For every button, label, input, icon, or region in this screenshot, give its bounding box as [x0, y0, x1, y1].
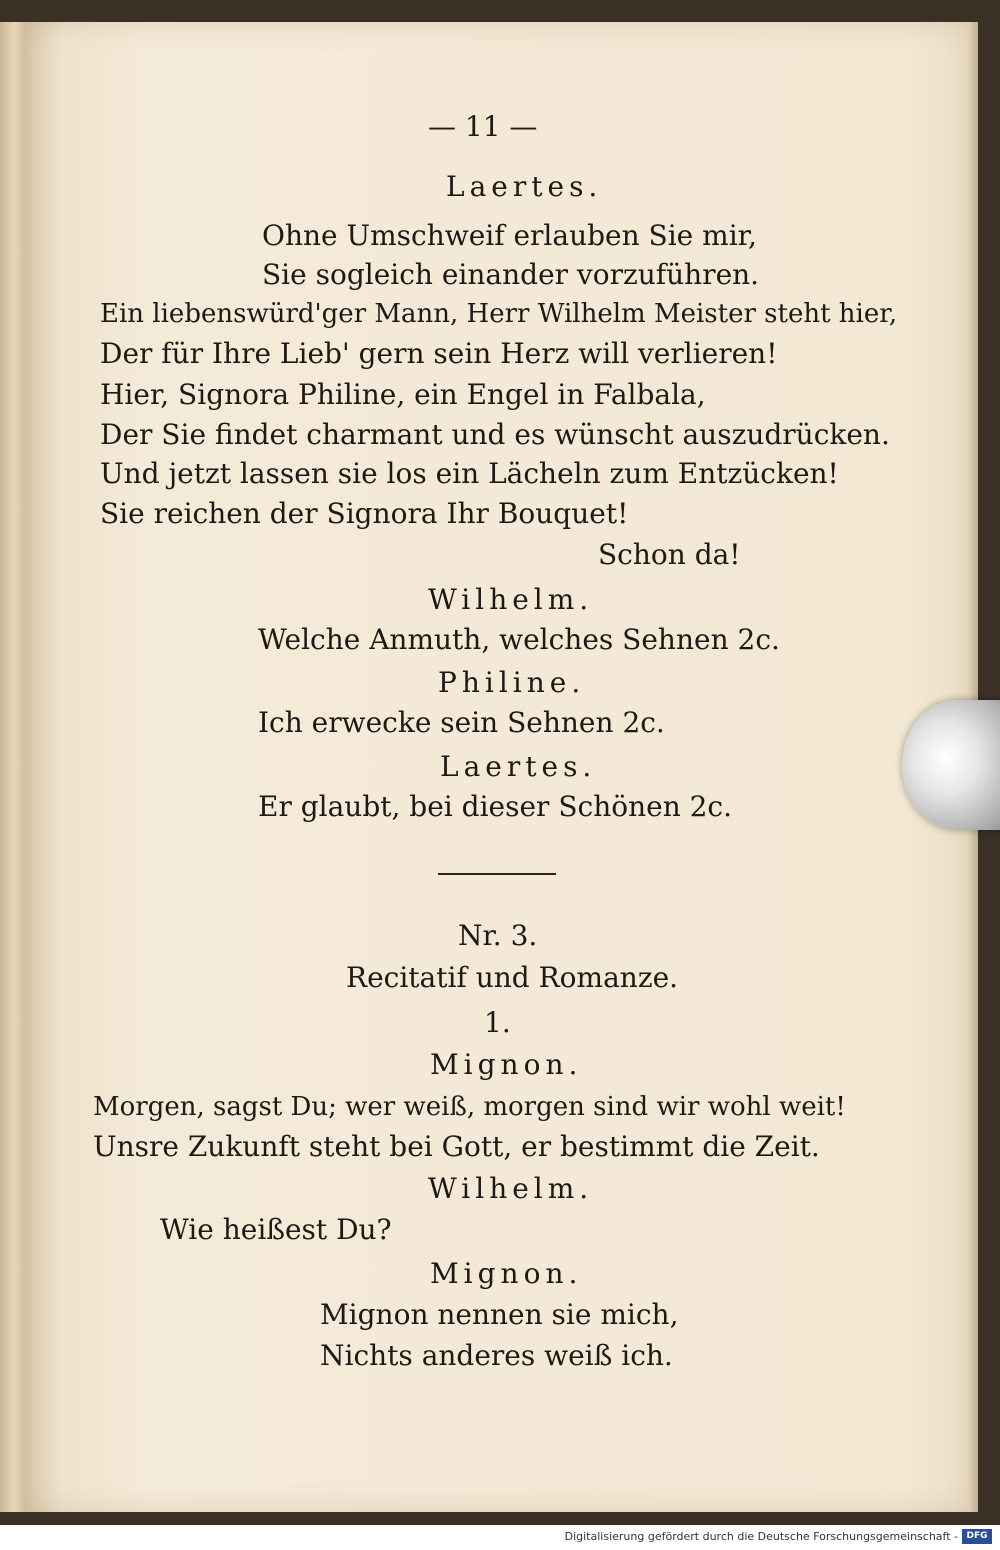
speaker-philine: Philine.	[438, 666, 586, 699]
page-number: — 11 —	[428, 110, 538, 143]
text-line: Ohne Umschweif erlauben Sie mir,	[262, 219, 757, 252]
section-title: Recitatif und Romanze.	[346, 961, 679, 994]
speaker-mignon: Mignon.	[430, 1257, 583, 1290]
speaker-wilhelm: Wilhelm.	[428, 1172, 594, 1205]
text-line: Er glaubt, bei dieser Schönen 2c.	[258, 790, 733, 823]
text-line: Wie heißest Du?	[160, 1213, 392, 1246]
text-line: Der für Ihre Lieb' gern sein Herz will verlieren!	[100, 337, 778, 370]
dfg-logo-icon: DFG	[962, 1529, 992, 1544]
section-part: 1.	[484, 1006, 511, 1039]
text-line: Der Sie findet charmant und es wünscht auszudrücken.	[100, 418, 890, 451]
speaker-mignon: Mignon.	[430, 1048, 583, 1081]
footer-credit: Digitalisierung gefördert durch die Deutsche Forschungsgemeinschaft -	[564, 1530, 958, 1543]
footer-bar	[0, 1525, 1000, 1550]
speaker-laertes: Laertes.	[446, 170, 603, 203]
text-line: Und jetzt lassen sie los ein Lächeln zum Entzücken!	[100, 457, 839, 490]
section-divider	[438, 873, 556, 875]
book-spine	[0, 22, 24, 1512]
text-line: Hier, Signora Philine, ein Engel in Falbala,	[100, 378, 706, 411]
text-line: Schon da!	[598, 538, 741, 571]
text-line: Ein liebenswürd'ger Mann, Herr Wilhelm Meister steht hier,	[100, 299, 898, 329]
text-line: Welche Anmuth, welches Sehnen 2c.	[258, 623, 780, 656]
text-line: Sie sogleich einander vorzuführen.	[262, 258, 760, 291]
text-line: Sie reichen der Signora Ihr Bouquet!	[100, 497, 629, 530]
text-line: Mignon nennen sie mich,	[320, 1298, 679, 1331]
text-line: Unsre Zukunft steht bei Gott, er bestimmt die Zeit.	[93, 1130, 820, 1163]
text-line: Morgen, sagst Du; wer weiß, morgen sind wir wohl weit!	[93, 1092, 846, 1122]
text-line: Nichts anderes weiß ich.	[320, 1339, 673, 1372]
speaker-laertes: Laertes.	[440, 750, 597, 783]
section-number: Nr. 3.	[458, 919, 538, 952]
text-line: Ich erwecke sein Sehnen 2c.	[258, 706, 665, 739]
speaker-wilhelm: Wilhelm.	[428, 583, 594, 616]
